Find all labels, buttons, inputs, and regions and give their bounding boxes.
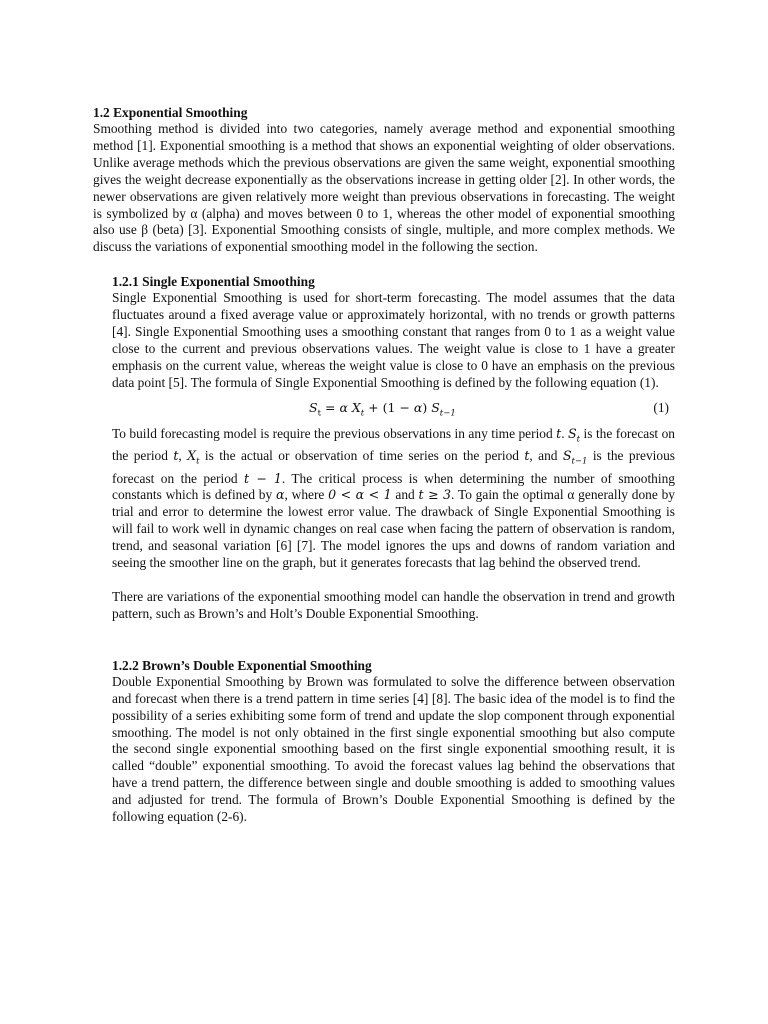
spacer — [93, 256, 675, 273]
spacer — [112, 623, 675, 657]
single-paragraph-1: Single Exponential Smoothing is used for short-term forecasting. The model assumes that the data fluctuates around a fixed average value or approximately horizontal, with no trends or growth patterns [4]. Single Exponential Smoothing uses a smoothing constant that ranges from 0 to 1 as a weight value close to the current and previous observations values. The weight value is close to 1 have a greater emphasis on the current value, whereas the weight value is close to 0 have an emphasis on the previous data point [5]. The formula of Single Exponential Smoothing is defined by the following equation (1). — [112, 290, 675, 390]
text-run: . The critical process is when determining the number of smoothing constants which is defined by — [112, 470, 675, 503]
equation-1-row — [112, 392, 675, 426]
text-run: , and — [529, 448, 563, 464]
section-heading: 1.2 Exponential Smoothing — [93, 105, 248, 120]
subsection-single — [112, 273, 675, 391]
equation-1-glyphs: $S_t = \alpha$ $X_t + (1 - \alpha)$ $S_{t-1}$ — [309, 399, 456, 419]
equation-1 — [309, 400, 456, 419]
math-xt: $X_t$ — [187, 448, 200, 467]
subsection-heading-brown: 1.2.2 Brown’s Double Exponential Smoothing — [112, 657, 372, 673]
text-run: To build forecasting model is require the previous observations in any time period — [112, 425, 557, 441]
math-st: $S_t$ — [568, 425, 581, 445]
math-alpha: α — [276, 487, 285, 503]
text-run: , where — [284, 487, 329, 503]
text-run: . To gain the optimal α generally done by trial and error to determine the lowest error value. The drawback of Single Exponential Smoothing is will fail to work well in dynamic changes on real case when facing the pattern of observation is random, trend, and seasonal variation [6] [7]. The model ignores the ups and downs of random variation and seeing the smoother line on the graph, but it generates forecasts that lag behind the observed trend. — [112, 487, 675, 571]
brown-paragraph-1: Double Exponential Smoothing by Brown was formulated to solve the difference between observation and forecast when there is a trend pattern in time series [4] [8]. The basic idea of the model is to find the possibility of a series exhibiting some form of trend and update the slop component through exponential smoothing. The model is not only obtained in the first single exponential smoothing but also compute the second single exponential smoothing based on the first single exponential smoothing result, it is called “double” exponential smoothing. To avoid the forecast values lag behind the observations that have a trend pattern, the difference between single and double smoothing is added to smoothing values and adjusted for trend. The formula of Brown’s Double Exponential Smoothing is defined by the following equation (2-6). — [112, 673, 675, 825]
text-run: is the forecast on the period — [112, 425, 675, 464]
single-paragraph-3: There are variations of the exponential smoothing model can handle the observation in trend and growth pattern, such as Brown’s and Holt’s Double Exponential Smoothing. — [112, 588, 675, 621]
text-run: is the previous forecast on the period — [112, 448, 675, 486]
subsection-single-continued — [112, 426, 675, 826]
math-t-minus-1: t − 1 — [244, 470, 282, 486]
math-t: t — [556, 425, 562, 441]
subsection-heading-single: 1.2.1 Single Exponential Smoothing — [112, 274, 315, 290]
math-t: t — [524, 448, 530, 464]
text-run: is the actual or observation of time series on the period — [199, 448, 525, 464]
text-run: and — [391, 487, 419, 503]
math-t-ge-3: t ≥ 3 — [418, 487, 452, 503]
spacer — [112, 572, 675, 589]
math-t: t — [173, 448, 179, 464]
single-paragraph-2: To build forecasting model is require the previous observations in any time period t. $S_t$ is the forecast on the period t, $X_t$ is the actual or observation of time series on the period t, and $S_{t-1}$ is the previous forecast on the period t − 1. The critical process is when determining the number of smoothing constants which is defined by α, where 0 < α < 1 and t ≥ 3. To gain the optimal α generally done by trial and error to determine the lowest error value. The drawback of Single Exponential Smoothing is will fail to work well in dynamic changes on real case when facing the pattern of observation is random, trend, and seasonal variation [6] [7]. The model ignores the ups and downs of random variation and seeing the smoother line on the graph, but it generates forecasts that lag behind the observed trend. — [112, 425, 675, 571]
math-alpha-range: 0 < α < 1 — [328, 487, 392, 503]
math-st-1: $S_{t-1}$ — [562, 448, 588, 467]
section-intro-paragraph: Smoothing method is divided into two categories, namely average method and exponential smoothing method [1]. Exponential smoothing is a method that shows an exponential weighting of older observations. Unlike average methods which the previous observations are given the same weight, exponential smoothing gives the weight decrease exponentially as the observations increase in getting older [2]. In other words, the newer observations are given relatively more weight than previous observations in forecasting. The weight is symbolized by α (alpha) and moves between 0 to 1, whereas the other model of exponential smoothing also use β (beta) [3]. Exponential Smoothing consists of single, multiple, and more complex methods. We discuss the variations of exponential smoothing model in the following the section. — [93, 121, 675, 255]
equation-1-number: (1) — [653, 399, 669, 415]
page-content — [93, 104, 675, 826]
